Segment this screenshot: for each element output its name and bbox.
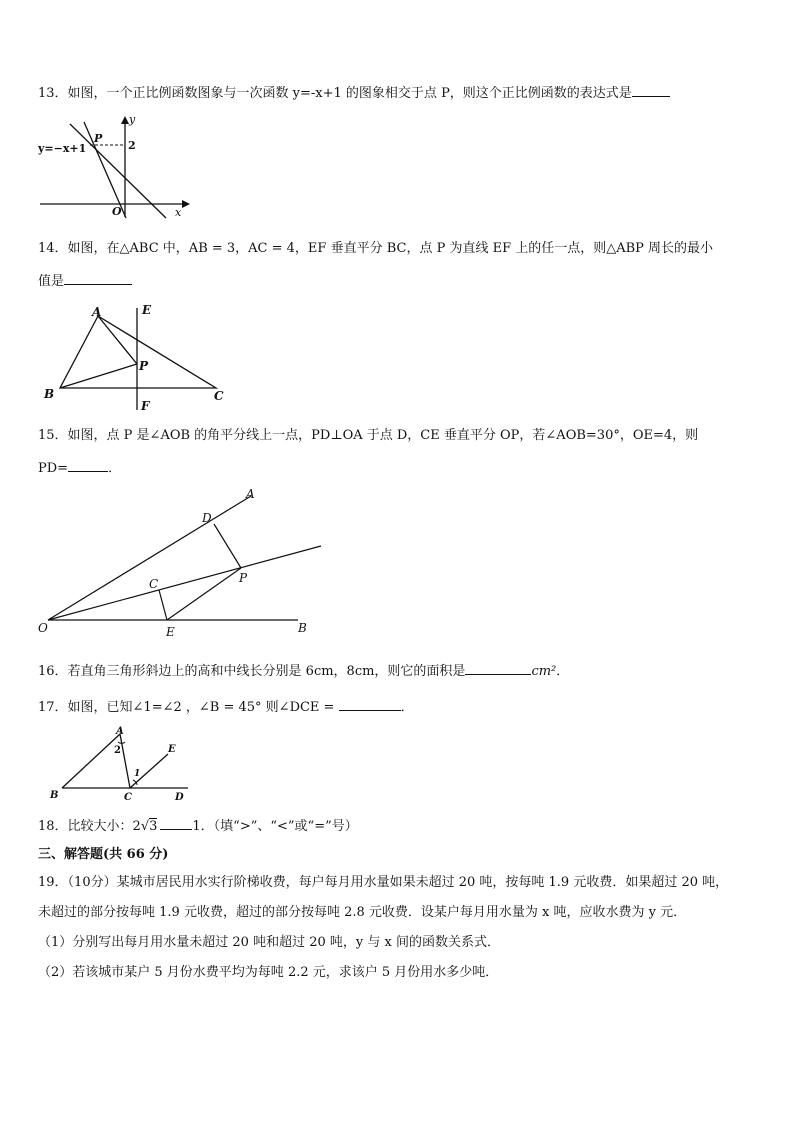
q16-unit: cm² xyxy=(531,664,557,679)
q15-text-line1: 15．如图，点 P 是∠AOB 的角平分线上一点，PD⊥OA 于点 D，CE 垂直平分 OP，若∠AOB=30°，OE=4，则 xyxy=(38,428,699,443)
q13-y-label: y xyxy=(129,113,136,126)
q13-point-p: P xyxy=(94,132,103,145)
q15-text-line2 xyxy=(38,458,121,478)
q19-line1: 19．（10分）某城市居民用水实行阶梯收费，每户每月用水量如果未超过 20 吨，按每吨 1.9 元收费．如果超过 20 吨， xyxy=(38,875,729,890)
q15-segment-pe xyxy=(167,568,241,620)
q16-answer-blank[interactable] xyxy=(465,661,531,675)
q14-label-p: P xyxy=(139,359,149,373)
q13-origin: O xyxy=(112,205,122,218)
q15-label-a: A xyxy=(246,487,255,501)
q17-label-e: E xyxy=(168,744,176,755)
q16-text xyxy=(38,661,569,681)
q18-suffix: 1．（填“>”、“<”或“=”号） xyxy=(192,819,358,834)
q17-answer-blank[interactable] xyxy=(339,697,401,711)
q13-figure xyxy=(30,112,200,222)
q17-question: 17．如图，已知∠1=∠2 ，∠B = 45° 则∠DCE = xyxy=(38,700,335,715)
q15-segment-pd xyxy=(214,524,241,568)
q17-segment-ab xyxy=(62,734,120,788)
q13-x-label: x xyxy=(175,206,182,219)
q17-label-b: B xyxy=(50,790,59,801)
q17-text xyxy=(38,697,414,717)
q15-ray-oa xyxy=(48,496,251,620)
q13-line-label: y=−x+1 xyxy=(38,142,87,155)
q15-figure xyxy=(36,484,336,642)
q14-prefix: 值是 xyxy=(38,274,65,289)
q15-label-d: D xyxy=(202,511,212,525)
q15-ray-op xyxy=(48,546,321,620)
q17-label-c: C xyxy=(124,792,132,803)
q14-triangle xyxy=(60,316,216,388)
q15-label-b: B xyxy=(298,621,307,635)
q18-prefix: 18．比较大小：2 xyxy=(38,819,141,834)
q14-text-line2 xyxy=(38,271,132,291)
q14-label-c: C xyxy=(214,389,224,403)
q13-y-tick: 2 xyxy=(128,139,136,152)
q14-text-line1: 14．如图，在△ABC 中，AB = 3，AC = 4，EF 垂直平分 BC，点 P 为直线 EF 上的任一点，则△ABP 周长的最小 xyxy=(38,241,714,256)
q15-segment-ce xyxy=(159,590,167,620)
q13-x-arrow xyxy=(182,200,190,208)
q17-label-a: A xyxy=(116,726,124,737)
q19-line2: 未超过的部分按每吨 1.9 元收费，超过的部分按每吨 2.8 元收费．设某户每月用水量为 x 吨，应收水费为 y 元． xyxy=(38,905,687,920)
q15-answer-blank[interactable] xyxy=(68,458,108,472)
q16-question: 16．若直角三角形斜边上的高和中线长分别是 6cm，8cm，则它的面积是 xyxy=(38,664,466,679)
q14-figure xyxy=(38,298,238,416)
q18-text xyxy=(38,816,358,836)
q13-answer-blank[interactable] xyxy=(632,83,670,97)
q14-segment-ap xyxy=(98,316,137,364)
section3-title: 三、解答题(共 66 分) xyxy=(38,847,169,862)
q17-angle1-label: 1 xyxy=(134,769,141,779)
q19-part1: （1）分别写出每月用水量未超过 20 吨和超过 20 吨，y 与 x 间的函数关系式． xyxy=(38,935,500,950)
q19-part2: （2）若该城市某户 5 月份水费平均为每吨 2.2 元，求该户 5 月份用水多少吨． xyxy=(38,965,499,980)
q17-label-d: D xyxy=(175,792,184,803)
q18-answer-blank[interactable] xyxy=(160,816,192,830)
q15-prefix: PD= xyxy=(38,461,69,476)
q17-angle2-label: 2 xyxy=(114,745,121,756)
q15-label-e: E xyxy=(166,625,175,639)
q17-end: ． xyxy=(400,700,414,715)
q15-label-c: C xyxy=(149,577,159,591)
q13-question: 13．如图，一个正比例函数图象与一次函数 y=-x+1 的图象相交于点 P，则这个正比例函数的表达式是 xyxy=(38,86,632,101)
q13-text xyxy=(38,83,670,103)
q14-label-a: A xyxy=(92,305,102,319)
q17-figure xyxy=(40,720,200,806)
q15-suffix: ． xyxy=(108,461,122,476)
q14-label-f: F xyxy=(141,399,150,413)
q13-y-arrow xyxy=(121,116,129,124)
q14-answer-blank[interactable] xyxy=(64,271,132,285)
q16-end: ． xyxy=(556,664,570,679)
q15-label-o: O xyxy=(38,621,48,635)
q15-label-p: P xyxy=(239,571,248,585)
q18-sqrt-arg: 3 xyxy=(149,819,158,834)
q18-sqrt-sign: √ xyxy=(140,819,150,834)
q14-segment-bp xyxy=(60,364,137,388)
q14-label-b: B xyxy=(44,387,55,401)
q14-label-e: E xyxy=(142,303,152,317)
